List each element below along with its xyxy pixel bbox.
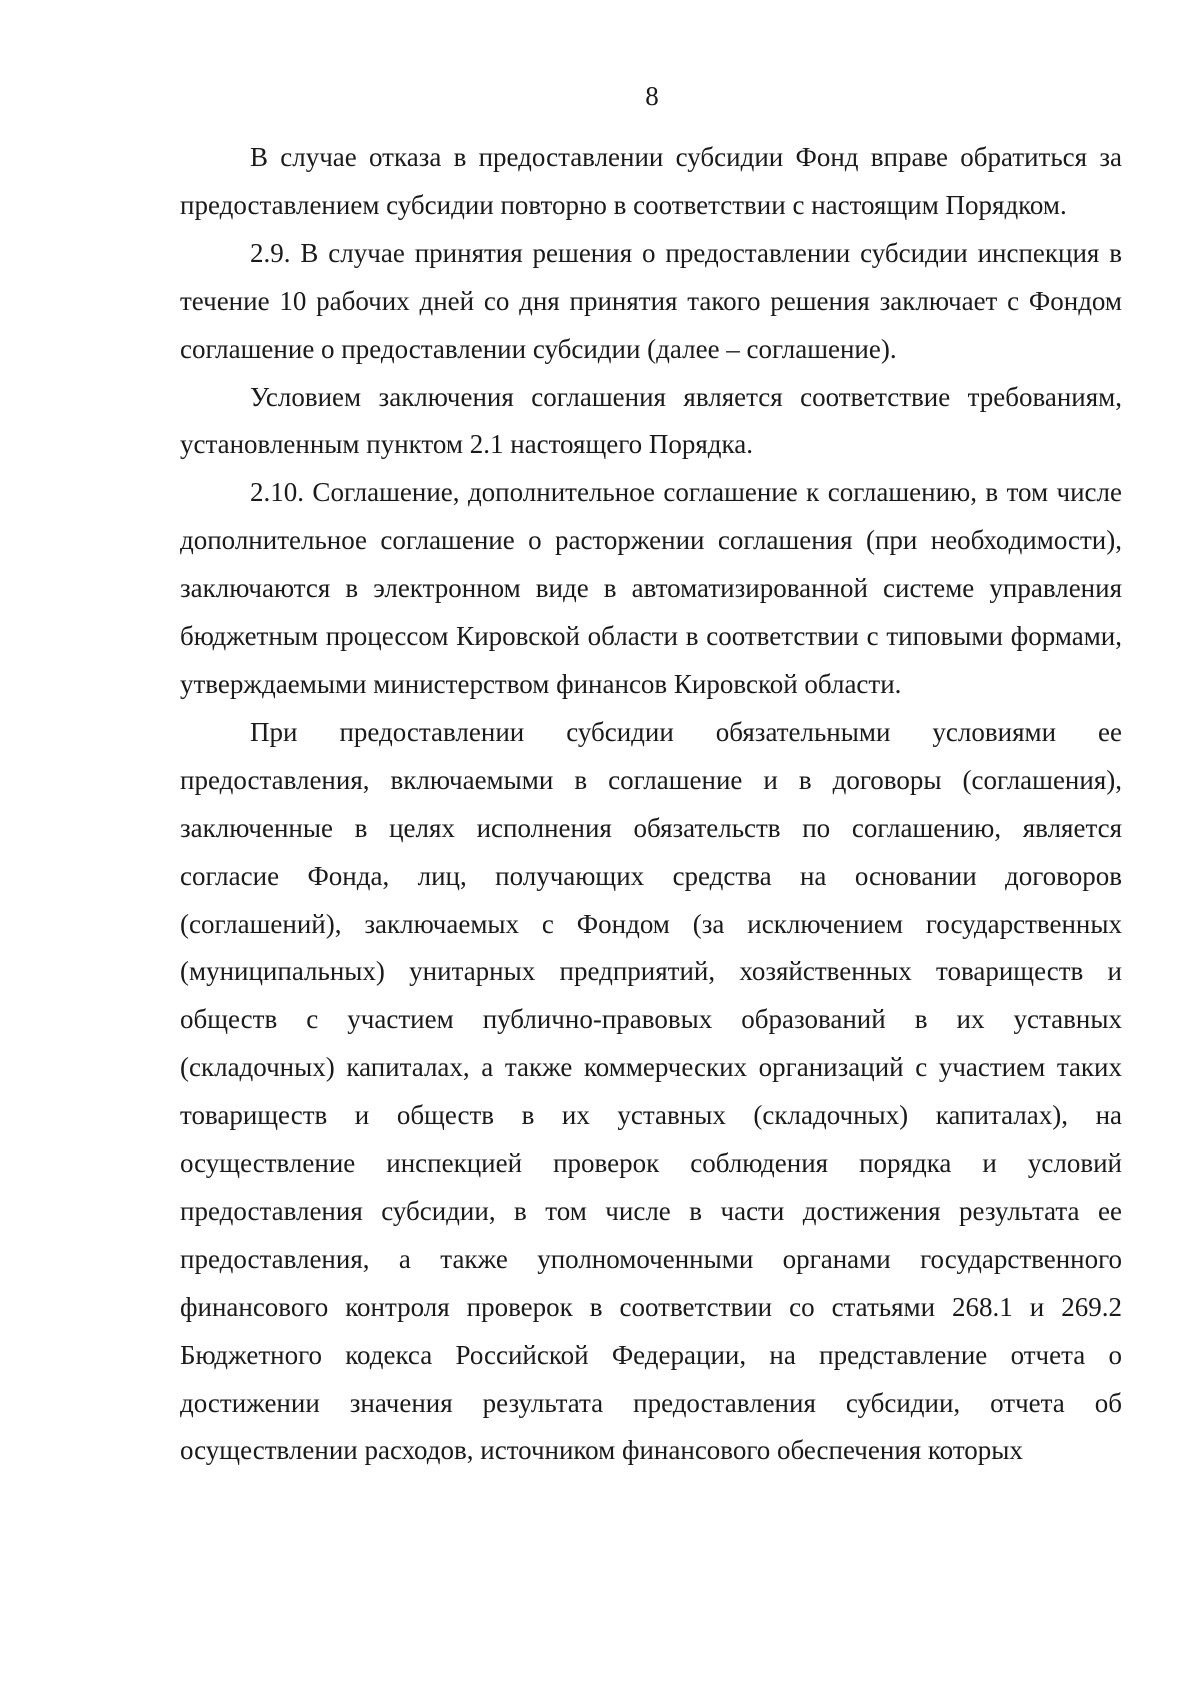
paragraph-2-10: 2.10. Соглашение, дополнительное соглашение к соглашению, в том числе дополнительное соглашение о расторжении соглашения (при необходимости), заключаются в электронном виде в автоматизированной системе управления бюджетным процессом Кировской области в соответствии с типовыми формами, утверждаемыми министерством финансов Кировской области. <box>180 477 1122 699</box>
paragraph-refusal-reapply: В случае отказа в предоставлении субсидии Фонд вправе обратиться за предоставлением субсидии повторно в соответствии с настоящим Порядком. <box>180 142 1122 220</box>
document-body <box>180 134 1122 1475</box>
paragraph-2-9: 2.9. В случае принятия решения о предоставлении субсидии инспекция в течение 10 рабочих дней со дня принятия такого решения заключает с Фондом соглашение о предоставлении субсидии (далее – соглашение). <box>180 237 1122 364</box>
page-number: 8 <box>645 81 659 111</box>
paragraph-agreement-condition: Условием заключения соглашения является соответствие требованиям, установленным пунктом 2.1 настоящего Порядка. <box>180 381 1122 460</box>
paragraph-mandatory-conditions: При предоставлении субсидии обязательными условиями ее предоставления, включаемыми в соглашение и в договоры (соглашения), заключенные в целях исполнения обязательств по соглашению, является согласие Фонда, лиц, получающих средства на основании договоров (соглашений), заключаемых с Фондом (за исключением государственных (муниципальных) унитарных предприятий, хозяйственных товариществ и обществ с участием публично-правовых образований в их уставных (складочных) капиталах, а также коммерческих организаций с участием таких товариществ и обществ в их уставных (складочных) капиталах), на осуществление инспекцией проверок соблюдения порядка и условий предоставления субсидии, в том числе в части достижения результата ее предоставления, а также уполномоченными органами государственного финансового контроля проверок в соответствии со статьями 268.1 и 269.2 Бюджетного кодекса Российской Федерации, на представление отчета о достижении значения результата предоставления субсидии, отчета об осуществлении расходов, источником финансового обеспечения которых <box>180 716 1122 1466</box>
